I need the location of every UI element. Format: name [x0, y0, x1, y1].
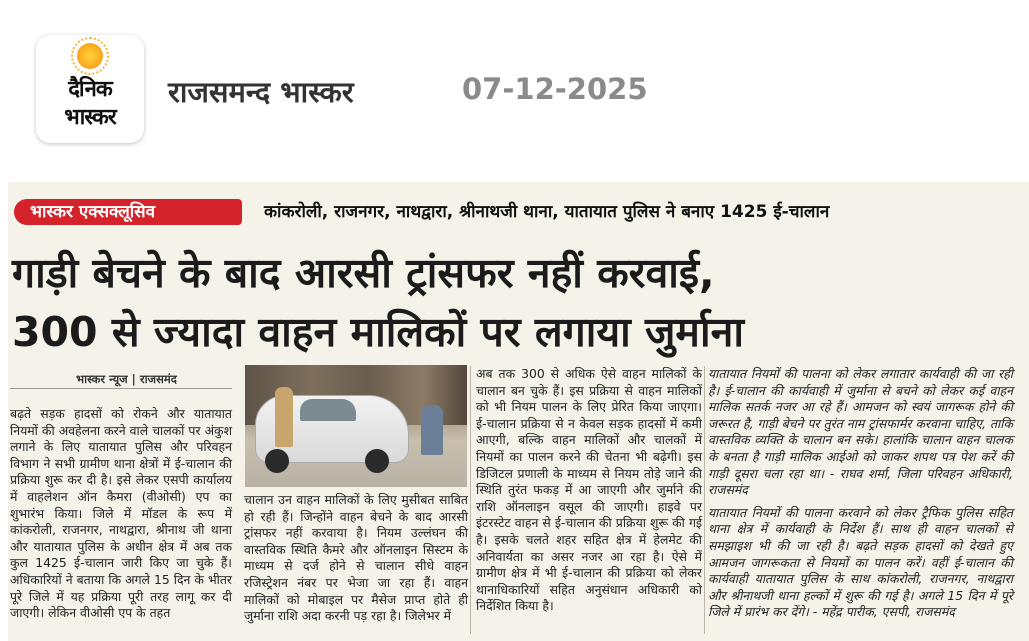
column-3-text: अब तक 300 से अधिक ऐसे वाहन मालिकों के चालान बन चुके हैं। इस प्रक्रिया से वाहन मालिकों को भी नियम पालन के लिए प्रेरित किया जाएगा। ई-चालान प्रक्रिया से न केवल सड़क हादसों में कमी आएगी, बल्कि वाहन मालिकों और चालकों में नियमों का पालन करने की चेतना भी बढ़ेगी। इस डिजिटल प्रणाली के माध्यम से नियम तोड़े जाने की स्थिति तुरंत फकड़ में आ जाएगी और जुर्माने की राशि ऑनलाइन वसूल की जाएगी। हाइवे पर इंटरस्टेट वाहन से ई-चालान की प्रक्रिया शुरू की गई है। इसके चलते शहर सहित क्षेत्र में हेलमेट की अनिवार्यता का असर नजर आ रहा है। ऐसे में ग्रामीण क्षेत्र में भी ई-चालान की प्रक्रिया को लेकर थानाधिकारियों सहित अनुसंधान अधिकारी को निर्देशित किया है। — [476, 366, 702, 614]
sun-icon — [77, 43, 103, 69]
edition-title: राजसमन्द भास्कर — [168, 75, 354, 109]
column-2-text: चालान उन वाहन मालिकों के लिए मुसीबत साबित हो रही हैं। जिन्होंने वाहन बेचने के बाद आरसी ट्रांसफर नहीं करवाया है। नियम उल्लंघन की वास्तविक स्थिति कैमरे और ऑनलाइन सिस्टम के माध्यम से दर्ज होने से चालान सीधे वाहन रजिस्ट्रेशन नंबर पर भेजा जा रहा हैं। वाहन मालिकों को मोबाइल पर मैसेज प्राप्त होते ही जुर्माना राशि अदा करनी पड़ रहा है। जिलेभर में — [244, 492, 468, 624]
news-photo — [245, 365, 467, 487]
logo-text-line1: दैनिक — [68, 77, 112, 102]
headline-line2: 300 से ज्यादा वाहन मालिकों पर लगाया जुर्माना — [12, 308, 744, 356]
quotes-column — [708, 366, 1013, 621]
byline: भास्कर न्यूज | राजसमंद — [76, 372, 177, 386]
photo-car-wheel — [365, 449, 389, 473]
photo-car-wheel — [265, 449, 289, 473]
photo-car-window — [300, 399, 356, 421]
photo-person — [421, 405, 443, 455]
column-1-text: बढ़ते सड़क हादसों को रोकने और यातायात नियमों की अवहेलना करने वाले चालकों पर अंकुश लगाने के लिए यातायात पुलिस और परिवहन विभाग ने सभी ग्रामीण थाना क्षेत्रों में ई-चालान की प्रक्रिया शुरू कर दी है। इसे लेकर एसपी कार्यालय में वाहलेशन ऑन कैमरा (वीओसी) एप का शुभारंभ किया। जिले में मॉडल के रूप में कांकरोली, राजनगर, नाथद्वारा, श्रीनाथ जी थाना और यातायात पुलिस के अधीन क्षेत्र में अब तक कुल 1425 ई-चालान जारी किए जा चुके हैं। अधिकारियों ने बताया कि अगले 15 दिन के भीतर पूरे जिले में यह प्रक्रिया पूरी तरह लागू कर दी जाएगी। लेकिन वीओसी एप के तहत — [10, 406, 232, 621]
logo-text-line2: भास्कर — [64, 105, 116, 130]
column-divider — [470, 366, 471, 634]
quote-sp: यातायात नियमों की पालना करवाने को लेकर ट्रैफिक पुलिस सहित थाना क्षेत्र में कार्यवाही के निर्देश हैं। साथ ही वाहन चालकों से समझाइश भी की जा रही है। बढ़ते सड़क हादसों को देखते हुए आमजन जागरूकता से नियमों का पालन करें। वहीं ई-चालान की कार्यवाही यातायात पुलिस के साथ कांकरोली, राजनगर, नाथद्वारा और श्रीनाथजी थाना हल्कों में शुरू की गई है। अगले 15 दिन में पूरे जिले में प्रारंभ कर देंगे। - महेंद्र पारीक, एसपी, राजसमंद — [708, 504, 1013, 620]
dainik-bhaskar-logo[interactable] — [36, 35, 144, 143]
edition-date: 07-12-2025 — [462, 72, 648, 106]
headline-line1: गाड़ी बेचने के बाद आरसी ट्रांसफर नहीं करवाई, — [12, 249, 715, 297]
exclusive-badge: भास्कर एक्सक्लूसिव — [14, 199, 242, 225]
photo-police-officer — [275, 387, 293, 447]
article-column-2 — [244, 492, 468, 625]
byline-divider — [10, 388, 232, 389]
article-column-1 — [10, 406, 232, 622]
column-divider — [704, 366, 705, 634]
article-column-3 — [476, 366, 702, 615]
header-bar — [0, 0, 1029, 178]
article-kicker: कांकरोली, राजनगर, नाथद्वारा, श्रीनाथजी थाना, यातायात पुलिस ने बनाए 1425 ई-चालान — [264, 202, 830, 222]
quote-rto: यातायात नियमों की पालना को लेकर लगातार कार्यवाही की जा रही है। ई-चालान की कार्यवाही में जुर्माना से बचने को लेकर कई वाहन मालिक सतर्क नजर आ रहे हैं। आमजन को स्वयं जागरूक होने की जरूरत है, गाड़ी बेचने पर तुरंत नाम ट्रांसफार्मर करवाना चाहिए, ताकि वास्तविक व्यक्ति के चालान बन सके। हालांकि चालान वाहन चालक के बनता है गाड़ी मालिक आईओ को जाकर शपथ पत्र पेश करें की गाड़ी दूसरा चला रहा था। - राघव शर्मा, जिला परिवहन अधिकारी, राजसमंद — [708, 366, 1013, 498]
